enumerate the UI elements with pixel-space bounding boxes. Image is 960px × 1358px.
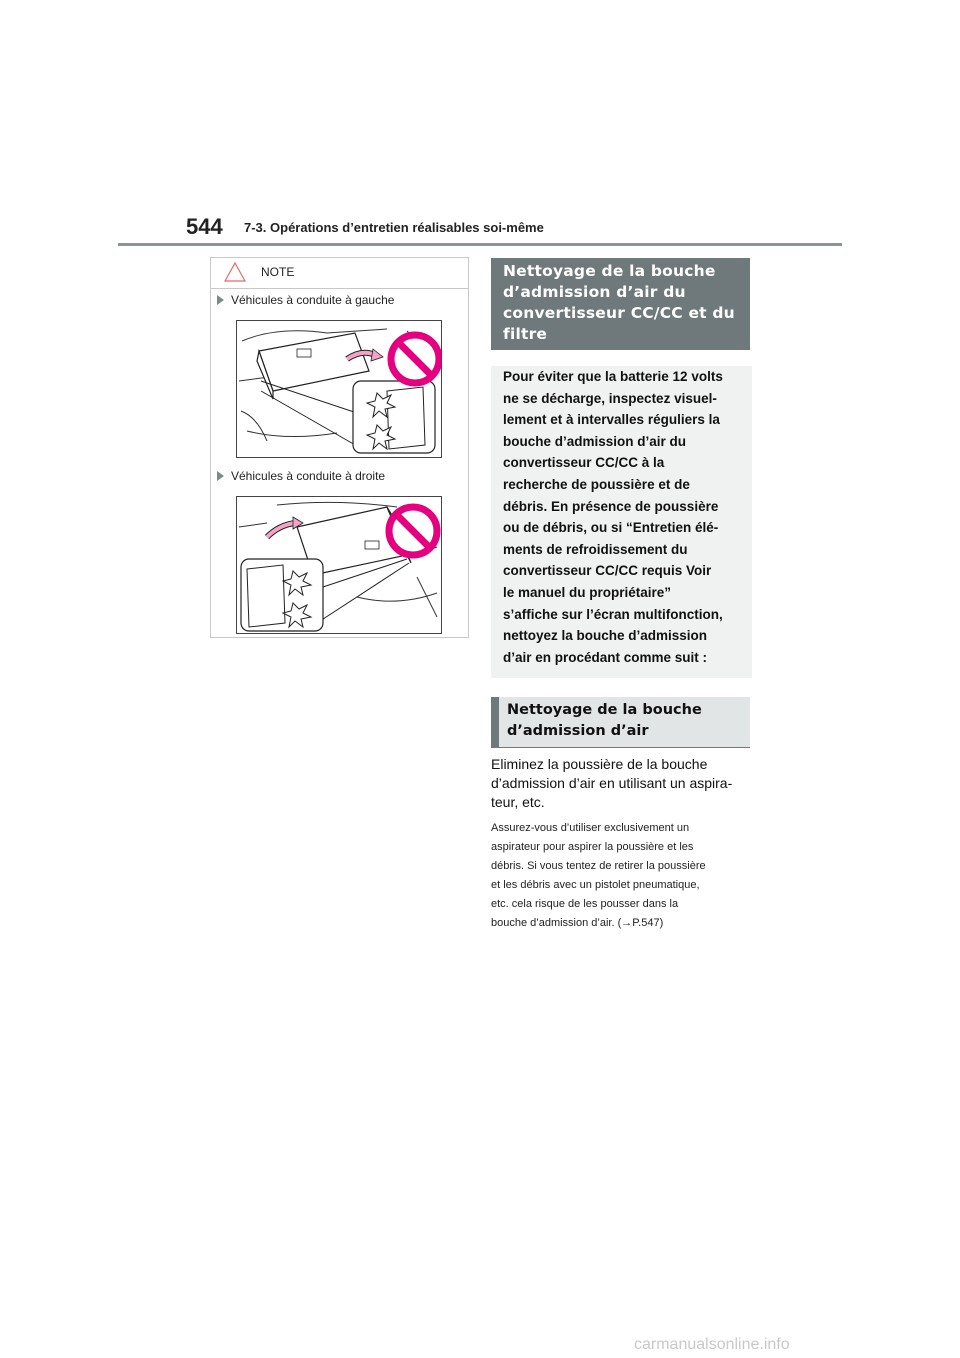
title-line: filtre bbox=[503, 325, 548, 343]
intro-line: lement et à intervalles réguliers la bbox=[503, 412, 720, 428]
intro-line: le manuel du propriétaire” bbox=[503, 584, 672, 600]
watermark: carmanualsonline.info bbox=[634, 1336, 790, 1353]
intro-line: convertisseur CC/CC à la bbox=[503, 455, 665, 471]
section-title-bar bbox=[491, 258, 750, 350]
triangle-bullet-icon bbox=[217, 471, 224, 481]
intro-line: ments de refroidissement du bbox=[503, 541, 688, 557]
note-line: bouche d’admission d’air. (→P.547) bbox=[491, 917, 664, 929]
title-line: convertisseur CC/CC et du bbox=[503, 304, 735, 322]
note-line: aspirateur pour aspirer la poussière et les bbox=[491, 841, 694, 853]
triangle-bullet-icon bbox=[217, 295, 224, 305]
title-line: d’admission d’air du bbox=[503, 283, 686, 301]
right-drive-bullet bbox=[217, 469, 385, 483]
intro-line: d’air en procédant comme suit : bbox=[503, 649, 708, 665]
intro-line: s’affiche sur l’écran multifonction, bbox=[503, 606, 723, 622]
intro-line: Pour éviter que la batterie 12 volts bbox=[503, 369, 723, 384]
intro-line: recherche de poussière et de bbox=[503, 476, 690, 492]
note-line: débris. Si vous tentez de retirer la poussière bbox=[491, 860, 706, 872]
note-line: et les débris avec un pistolet pneumatique, bbox=[491, 879, 700, 891]
warning-icon bbox=[224, 262, 246, 282]
page-number: 544 bbox=[186, 214, 223, 239]
note-box bbox=[210, 257, 469, 638]
intro-line: nettoyez la bouche d’admission bbox=[503, 628, 708, 644]
left-drive-label: Véhicules à conduite à gauche bbox=[231, 293, 395, 307]
intro-box bbox=[491, 366, 752, 678]
title-line: Nettoyage de la bouche bbox=[503, 262, 716, 280]
right-drive-illustration bbox=[236, 496, 442, 634]
section-title: 7-3. Opérations d’entretien réalisables soi-même bbox=[244, 220, 544, 235]
body-line: d’admission d’air en utilisant un aspira- bbox=[491, 775, 733, 791]
body-line: Eliminez la poussière de la bouche bbox=[491, 756, 708, 772]
note-label: NOTE bbox=[261, 265, 295, 279]
intro-line: convertisseur CC/CC requis Voir bbox=[503, 563, 712, 579]
left-drive-illustration bbox=[236, 320, 442, 458]
header-rule bbox=[118, 243, 842, 246]
subsection-title-line: d’admission d’air bbox=[507, 723, 649, 739]
note-line: etc. cela risque de les pousser dans la bbox=[491, 898, 679, 910]
intro-line: ou de débris, ou si “Entretien élé- bbox=[503, 520, 719, 536]
intro-line: ne se décharge, inspectez visuel- bbox=[503, 390, 717, 406]
intro-line: bouche d’admission d’air du bbox=[503, 433, 687, 449]
right-drive-label: Véhicules à conduite à droite bbox=[231, 469, 386, 483]
left-drive-bullet bbox=[217, 293, 394, 307]
intro-line: débris. En présence de poussière bbox=[503, 498, 719, 514]
subsection-title-line: Nettoyage de la bouche bbox=[507, 702, 702, 718]
body-line: teur, etc. bbox=[491, 794, 545, 810]
subsection-title-bar bbox=[491, 697, 750, 748]
note-header bbox=[211, 258, 468, 289]
note-line: Assurez-vous d’utiliser exclusivement un bbox=[491, 822, 690, 834]
